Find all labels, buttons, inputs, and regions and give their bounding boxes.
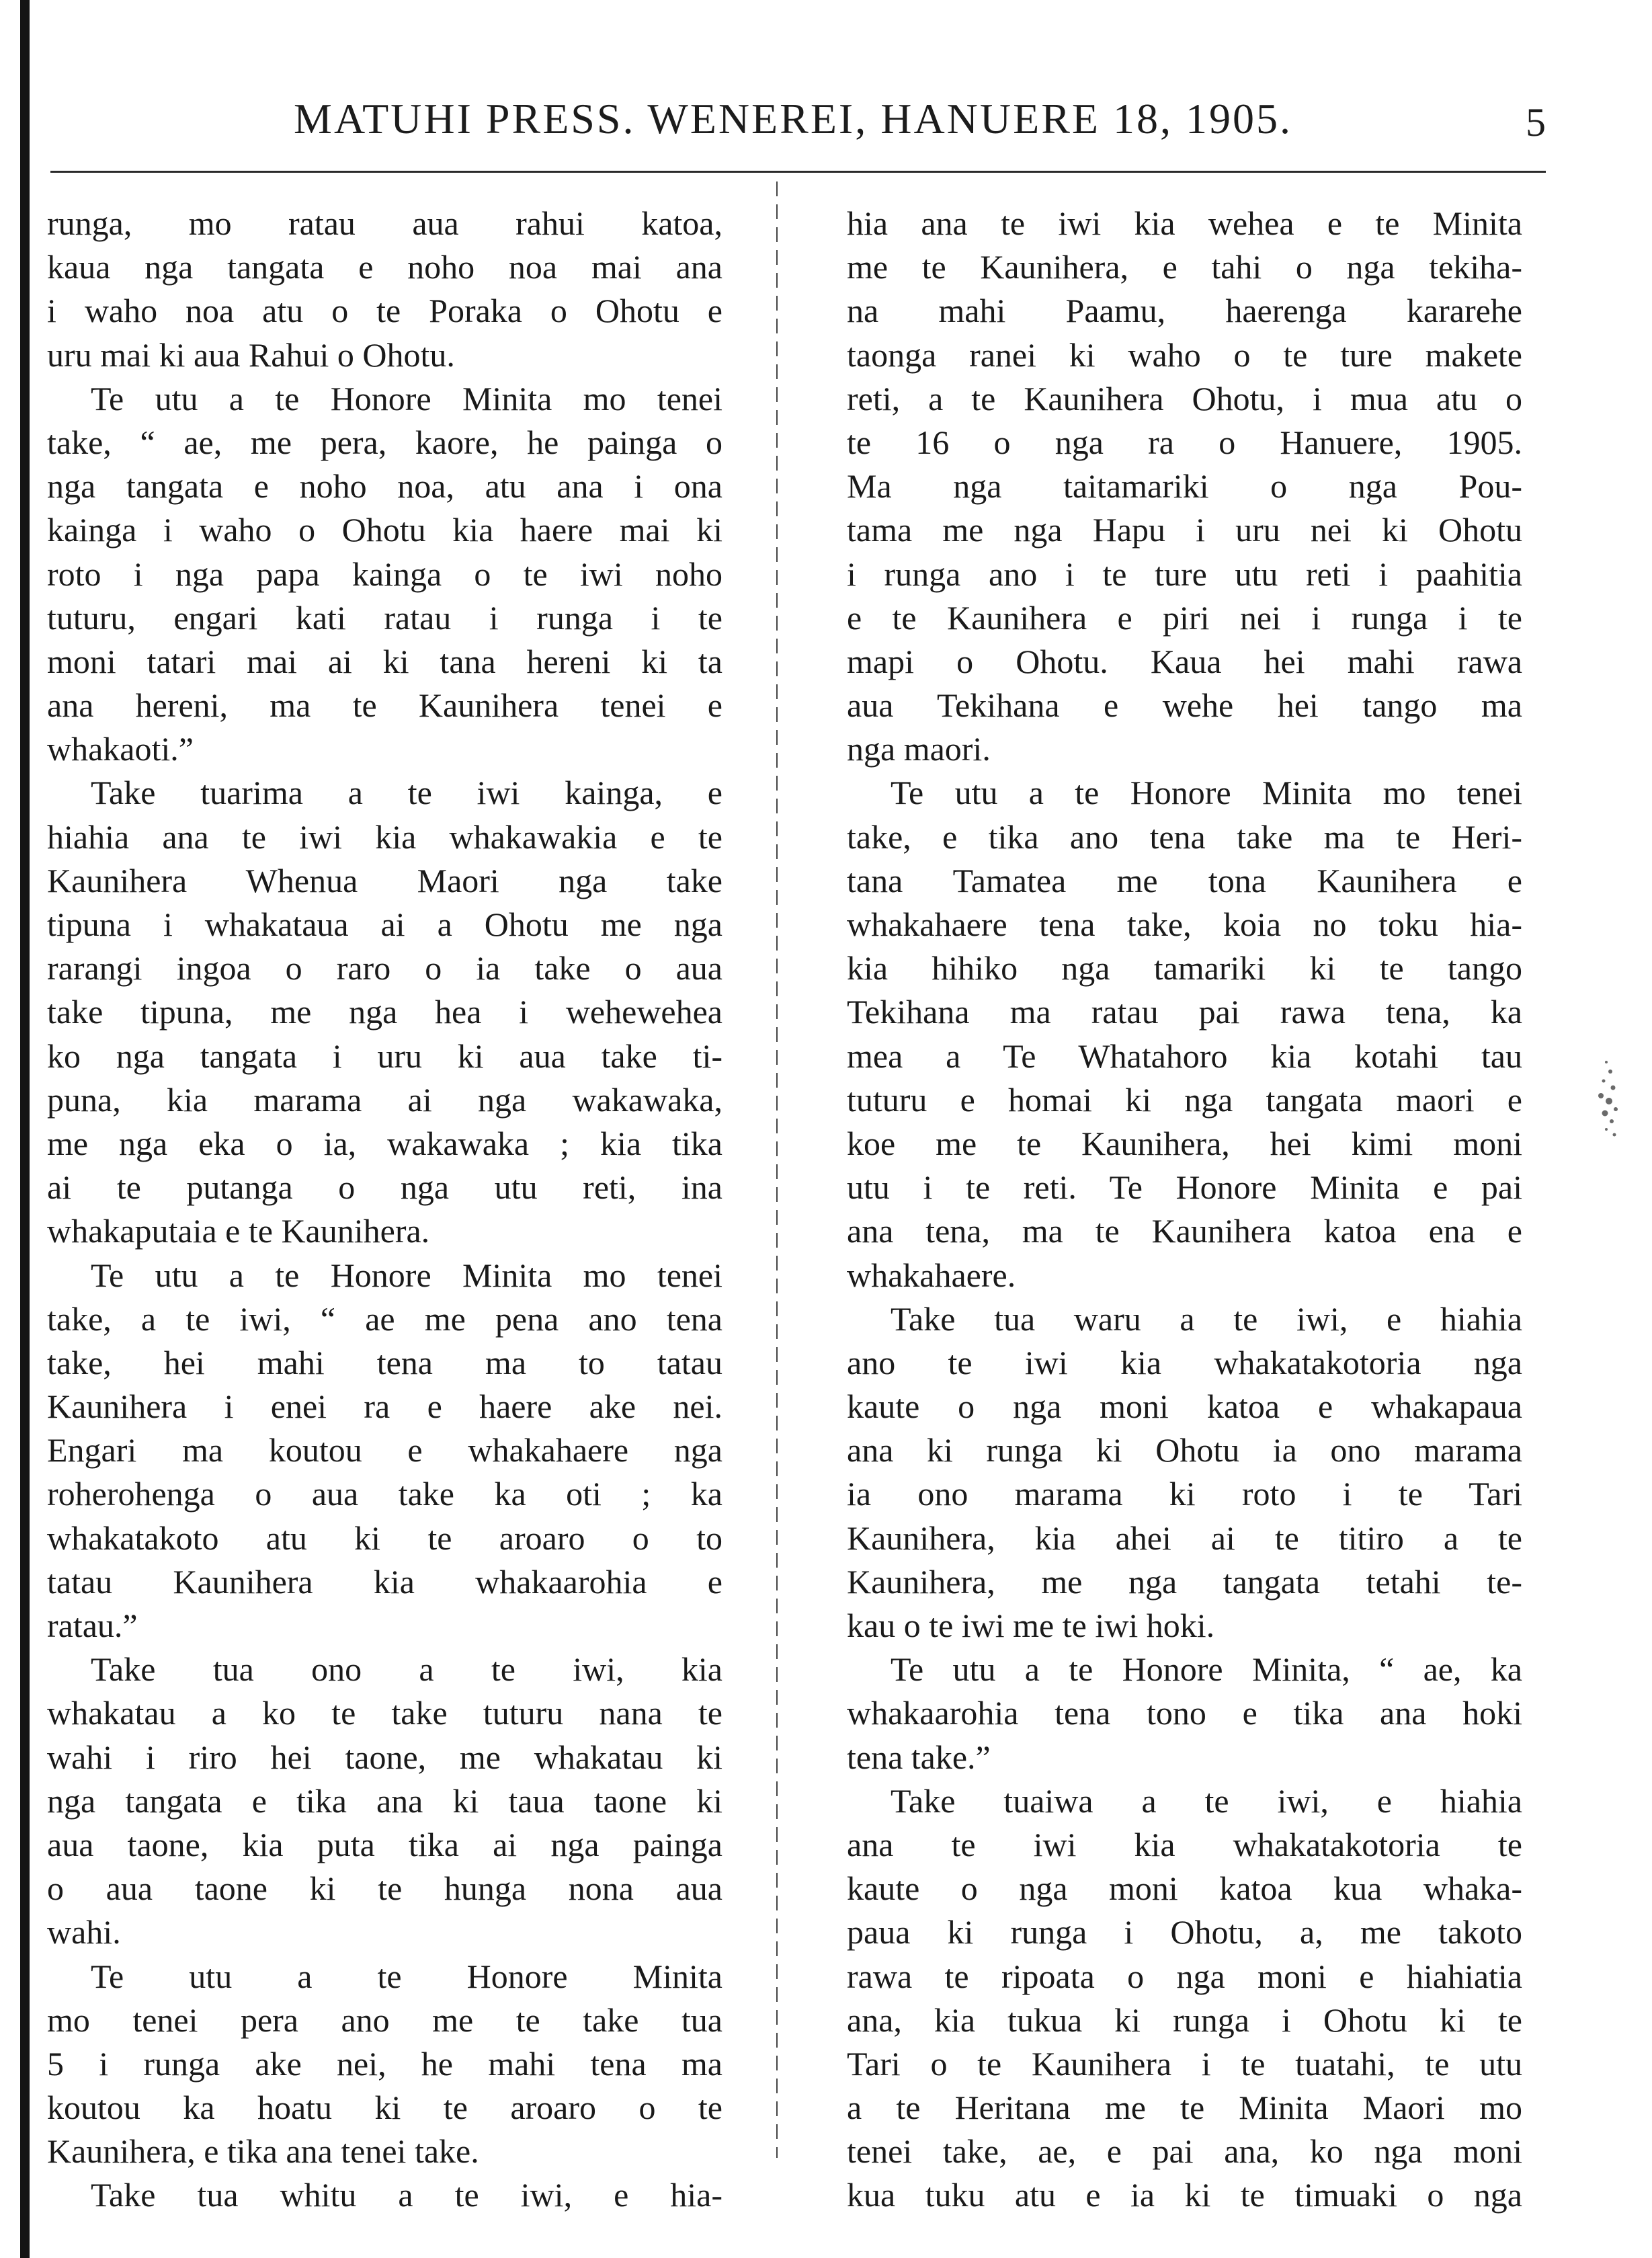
text-line: Kaunihera, me nga tangata tetahi te- bbox=[847, 1562, 1522, 1601]
left-column bbox=[47, 202, 722, 2218]
text-line: runga, mo ratau aua rahui katoa, bbox=[47, 204, 722, 242]
text-line: i waho noa atu o te Poraka o Ohotu e bbox=[47, 292, 722, 330]
text-line: ai te putanga o nga utu reti, ina bbox=[47, 1168, 722, 1207]
text-line: tipuna i whakataua ai a Ohotu me nga bbox=[47, 905, 722, 943]
text-line: Tari o te Kaunihera i te tuatahi, te utu bbox=[847, 2044, 1522, 2083]
text-line: nga maori. bbox=[847, 730, 991, 768]
text-line: whakahaere. bbox=[847, 1256, 1016, 1294]
text-line: na mahi Paamu, haerenga kararehe bbox=[847, 292, 1522, 330]
text-line: Te utu a te Honore Minita mo tenei bbox=[891, 774, 1522, 812]
text-line: tuturu e homai ki nga tangata maori e bbox=[847, 1080, 1522, 1119]
text-line: Te utu a te Honore Minita mo tenei bbox=[91, 379, 722, 417]
text-line: nga tangata e noho noa, atu ana i ona bbox=[47, 467, 722, 506]
running-title: MATUHI PRESS. WENEREI, HANUERE 18, 1905. bbox=[294, 95, 1292, 143]
text-line: take, hei mahi tena ma to tatau bbox=[47, 1343, 722, 1381]
text-line: ana ki runga ki Ohotu ia ono marama bbox=[847, 1431, 1522, 1469]
text-line: koutou ka hoatu ki te aroaro o te bbox=[47, 2089, 722, 2127]
text-line: whakaputaia e te Kaunihera. bbox=[47, 1212, 430, 1250]
text-line: nga tangata e tika ana ki taua taone ki bbox=[47, 1781, 722, 1820]
text-line: kainga i waho o Ohotu kia haere mai ki bbox=[47, 511, 722, 549]
text-line: ano te iwi kia whakatakotoria nga bbox=[847, 1343, 1522, 1381]
text-line: i runga ano i te ture utu reti i paahitia bbox=[847, 555, 1522, 593]
text-line: mo tenei pera ano me te take tua bbox=[47, 2001, 722, 2039]
text-line: wahi. bbox=[47, 1913, 121, 1951]
text-line: ko nga tangata i uru ki aua take ti- bbox=[47, 1037, 722, 1075]
right-column bbox=[847, 202, 1522, 2218]
text-line: kaute o nga moni katoa kua whaka- bbox=[847, 1869, 1522, 1908]
text-line: whakatakoto atu ki te aroaro o to bbox=[47, 1519, 722, 1557]
margin-ink-speck bbox=[1586, 1049, 1626, 1150]
text-line: Kaunihera Whenua Maori nga take bbox=[47, 861, 722, 899]
text-line: rarangi ingoa o raro o ia take o aua bbox=[47, 949, 722, 987]
page-header bbox=[0, 94, 1652, 155]
text-line: ratau.” bbox=[47, 1607, 138, 1644]
text-line: 5 i runga ake nei, he mahi tena ma bbox=[47, 2044, 722, 2083]
column-divider bbox=[776, 182, 778, 2158]
text-line: Te utu a te Honore Minita bbox=[91, 1957, 722, 1995]
text-line: me te Kaunihera, e tahi o nga tekiha- bbox=[847, 248, 1522, 286]
text-line: roto i nga papa kainga o te iwi noho bbox=[47, 555, 722, 593]
text-line: take, a te iwi, “ ae me pena ano tena bbox=[47, 1299, 722, 1338]
text-line: Tekihana ma ratau pai rawa tena, ka bbox=[847, 993, 1522, 1031]
text-line: rawa te ripoata o nga moni e hiahiatia bbox=[847, 1957, 1522, 1995]
text-line: take tipuna, me nga hea i wehewehea bbox=[47, 993, 722, 1031]
text-line: whakaarohia tena tono e tika ana hoki bbox=[847, 1694, 1522, 1732]
text-line: tana Tamatea me tona Kaunihera e bbox=[847, 861, 1522, 899]
text-line: e te Kaunihera e piri nei i runga i te bbox=[847, 598, 1522, 637]
header-rule bbox=[50, 171, 1546, 173]
text-line: whakaoti.” bbox=[47, 730, 194, 768]
text-line: whakahaere tena take, koia no toku hia- bbox=[847, 905, 1522, 943]
text-line: whakatau a ko te take tuturu nana te bbox=[47, 1694, 722, 1732]
text-line: paua ki runga i Ohotu, a, me takoto bbox=[847, 1913, 1522, 1951]
text-line: kaua nga tangata e noho noa mai ana bbox=[47, 248, 722, 286]
text-line: kaute o nga moni katoa e whakapaua bbox=[847, 1387, 1522, 1426]
text-line: tuturu, engari kati ratau i runga i te bbox=[47, 598, 722, 637]
text-line: hiahia ana te iwi kia whakawakia e te bbox=[47, 817, 722, 856]
text-line: kua tuku atu e ia ki te timuaki o nga bbox=[847, 2176, 1522, 2214]
text-line: ana, kia tukua ki runga i Ohotu ki te bbox=[847, 2001, 1522, 2039]
text-line: ana hereni, ma te Kaunihera tenei e bbox=[47, 686, 722, 725]
text-line: kia hihiko nga tamariki ki te tango bbox=[847, 949, 1522, 987]
text-line: Te utu a te Honore Minita, “ ae, ka bbox=[891, 1650, 1522, 1689]
text-line: kau o te iwi me te iwi hoki. bbox=[847, 1607, 1215, 1644]
text-line: Take tuaiwa a te iwi, e hiahia bbox=[891, 1781, 1522, 1820]
text-line: Engari ma koutou e whakahaere nga bbox=[47, 1431, 722, 1469]
text-line: Take tua whitu a te iwi, e hia- bbox=[91, 2176, 722, 2214]
text-line: taonga ranei ki waho o te ture makete bbox=[847, 335, 1522, 374]
text-line: aua taone, kia puta tika ai nga painga bbox=[47, 1825, 722, 1863]
text-line: roherohenga o aua take ka oti ; ka bbox=[47, 1475, 722, 1513]
text-line: Take tua waru a te iwi, e hiahia bbox=[891, 1299, 1522, 1338]
text-line: Take tua ono a te iwi, kia bbox=[91, 1650, 722, 1689]
text-line: uru mai ki aua Rahui o Ohotu. bbox=[47, 335, 455, 374]
text-line: o aua taone ki te hunga nona aua bbox=[47, 1869, 722, 1908]
text-line: aua Tekihana e wehe hei tango ma bbox=[847, 686, 1522, 725]
text-line: ia ono marama ki roto i te Tari bbox=[847, 1475, 1522, 1513]
text-line: koe me te Kaunihera, hei kimi moni bbox=[847, 1124, 1522, 1162]
text-line: take, “ ae, me pera, kaore, he painga o bbox=[47, 423, 722, 461]
text-line: moni tatari mai ai ki tana hereni ki ta bbox=[47, 642, 722, 680]
text-line: utu i te reti. Te Honore Minita e pai bbox=[847, 1168, 1522, 1207]
text-line: wahi i riro hei taone, me whakatau ki bbox=[47, 1738, 722, 1776]
text-line: ana te iwi kia whakatakotoria te bbox=[847, 1825, 1522, 1863]
text-line: hia ana te iwi kia wehea e te Minita bbox=[847, 204, 1522, 242]
text-line: tenei take, ae, e pai ana, ko nga moni bbox=[847, 2132, 1522, 2171]
text-line: te 16 o nga ra o Hanuere, 1905. bbox=[847, 423, 1522, 461]
text-line: puna, kia marama ai nga wakawaka, bbox=[47, 1080, 722, 1119]
text-line: mea a Te Whatahoro kia kotahi tau bbox=[847, 1037, 1522, 1075]
text-line: mapi o Ohotu. Kaua hei mahi rawa bbox=[847, 642, 1522, 680]
page-number: 5 bbox=[1526, 100, 1546, 145]
text-line: Ma nga taitamariki o nga Pou- bbox=[847, 467, 1522, 506]
text-line: tatau Kaunihera kia whakaarohia e bbox=[47, 1562, 722, 1601]
text-line: Te utu a te Honore Minita mo tenei bbox=[91, 1256, 722, 1294]
text-line: tama me nga Hapu i uru nei ki Ohotu bbox=[847, 511, 1522, 549]
left-binding-rule bbox=[20, 0, 30, 2258]
text-line: Kaunihera i enei ra e haere ake nei. bbox=[47, 1387, 722, 1426]
text-line: ana tena, ma te Kaunihera katoa ena e bbox=[847, 1212, 1522, 1250]
text-line: tena take.” bbox=[847, 1738, 991, 1776]
text-line: reti, a te Kaunihera Ohotu, i mua atu o bbox=[847, 379, 1522, 417]
text-line: a te Heritana me te Minita Maori mo bbox=[847, 2089, 1522, 2127]
text-line: Kaunihera, e tika ana tenei take. bbox=[47, 2132, 479, 2171]
text-line: me nga eka o ia, wakawaka ; kia tika bbox=[47, 1124, 722, 1162]
text-line: Take tuarima a te iwi kainga, e bbox=[91, 774, 722, 812]
text-line: take, e tika ano tena take ma te Heri- bbox=[847, 817, 1522, 856]
text-line: Kaunihera, kia ahei ai te titiro a te bbox=[847, 1519, 1522, 1557]
